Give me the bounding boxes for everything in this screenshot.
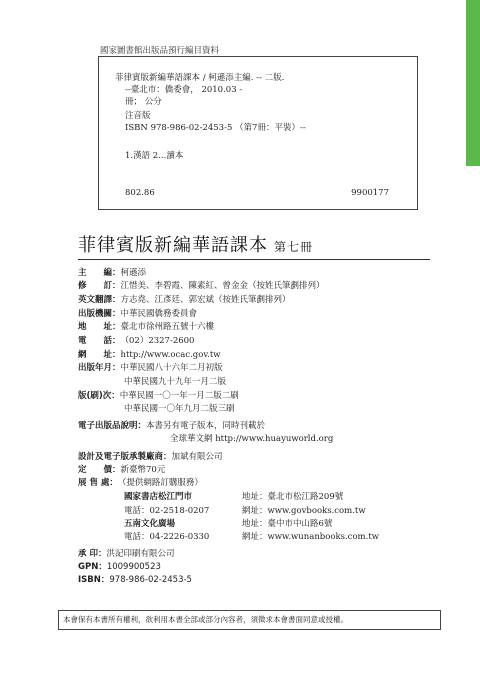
cip-line: 菲律賓版新編華語課本 / 柯遜添主編. -- 二版.: [115, 73, 285, 83]
credit-row: [78, 309, 197, 320]
credit-row: [78, 295, 291, 306]
printing-value: 1009900523: [106, 562, 161, 572]
credit-value: 中華民國八十六年二月初版: [120, 363, 223, 373]
credit-row: [78, 268, 146, 279]
ebook-url-line: 全球華文網 http://www.huayuworld.org: [170, 434, 334, 444]
store-address: 地址：臺中市中山路6號: [242, 519, 333, 529]
production-row: [78, 478, 203, 489]
credit-value: 中華民國一〇年九月二版三刷: [124, 404, 235, 414]
credit-value: 柯遜添: [120, 268, 147, 278]
cip-class-number: 802.86: [125, 188, 155, 198]
ebook-line: 本書另有電子版本，同時刊載於: [146, 421, 266, 431]
credit-value: 中華民國一〇一年一月二版二刷: [119, 391, 239, 401]
production-label: 展 售 處：: [78, 478, 118, 488]
printing-label: 承 印：: [78, 549, 107, 559]
ebook-label: 電子出版品說明：: [78, 421, 147, 431]
book-volume: 第七冊: [274, 240, 314, 254]
book-title: [78, 231, 313, 257]
store-name: 五南文化廣場: [124, 519, 176, 529]
printing-row: [78, 575, 192, 586]
credit-label: 版(刷)次：: [78, 391, 120, 401]
copyright-notice: 本會保有本書所有權利，欲利用本書全部或部分內容者，須徵求本會書面同意或授權。: [58, 610, 441, 630]
credit-label: 地 址：: [78, 322, 121, 332]
credit-row: [124, 404, 235, 415]
production-value: （提供網路訂購服務）: [117, 478, 203, 488]
cip-header: 國家圖書館出版品預行編目資料: [100, 46, 220, 56]
store-name: 國家書店松江門市: [124, 492, 193, 502]
credit-value: 方志堯、江彥廷、郭宏斌（按姓氏筆劃排列）: [120, 295, 291, 305]
store-phone: 電話：02-2518-0207: [124, 506, 210, 516]
cip-record-box: [98, 56, 418, 210]
credit-label: 出版機關：: [78, 309, 121, 319]
credit-row: [78, 322, 214, 333]
credit-value: 江惜美、李碧霞、陳素紅、曾金金（按姓氏筆劃排列）: [120, 281, 325, 291]
credit-value: （02）2327-2600: [120, 336, 195, 346]
credit-row: [124, 377, 226, 388]
printing-label: GPN：: [78, 562, 107, 572]
printing-value: 978-986-02-2453-5: [109, 575, 192, 585]
credit-label: 主 編：: [78, 268, 121, 278]
title-divider: [78, 259, 430, 260]
production-label: 設計及電子版承製廠商：: [78, 452, 172, 462]
printing-row: [78, 549, 174, 560]
cip-line: ISBN 978-986-02-2453-5 （第7冊：平裝）--: [125, 123, 306, 133]
credit-label: 電 話：: [78, 336, 121, 346]
production-label: 定 價：: [78, 465, 121, 475]
store-website: 網址：www.govbooks.com.tw: [242, 506, 366, 516]
credit-value: 中華民國僑務委員會: [120, 309, 198, 319]
production-row: [78, 465, 165, 476]
credit-row: [78, 281, 325, 292]
cip-record-number: 9900177: [351, 188, 389, 198]
credit-label: 修 訂：: [78, 281, 121, 291]
printing-label: ISBN：: [78, 575, 110, 585]
cip-line: 冊； 公分: [125, 97, 162, 107]
production-row: [78, 452, 223, 463]
green-edge-tab: [466, 0, 480, 166]
credit-value: 臺北市徐州路五號十六樓: [120, 322, 215, 332]
store-website: 網址：www.wunanbooks.com.tw: [242, 532, 380, 542]
cip-line: 1.漢語 2...讀本: [125, 151, 184, 161]
printing-row: [78, 562, 161, 573]
cip-line: --臺北市：僑委會， 2010.03 -: [125, 85, 243, 95]
credit-value: http://www.ocac.gov.tw: [120, 350, 221, 360]
credit-row: [78, 350, 221, 361]
credit-row: [78, 363, 223, 374]
book-title-main: 菲律賓版新編華語課本: [78, 235, 268, 256]
production-value: 加斌有限公司: [171, 452, 223, 462]
store-phone: 電話：04-2226-0330: [124, 532, 210, 542]
credit-label: 網 址：: [78, 350, 121, 360]
credit-value: 中華民國九十九年一月二版: [124, 377, 227, 387]
store-address: 地址：臺北市松江路209號: [242, 492, 344, 502]
printing-value: 洪記印刷有限公司: [106, 549, 175, 559]
credit-label: 英文翻譯：: [78, 295, 121, 305]
ebook-row: [78, 421, 265, 432]
credit-row: [78, 336, 194, 347]
credit-row: [78, 391, 239, 402]
credit-label: 出版年月：: [78, 363, 121, 373]
cip-line: 注音版: [125, 111, 151, 121]
production-value: 新臺幣70元: [120, 465, 166, 475]
